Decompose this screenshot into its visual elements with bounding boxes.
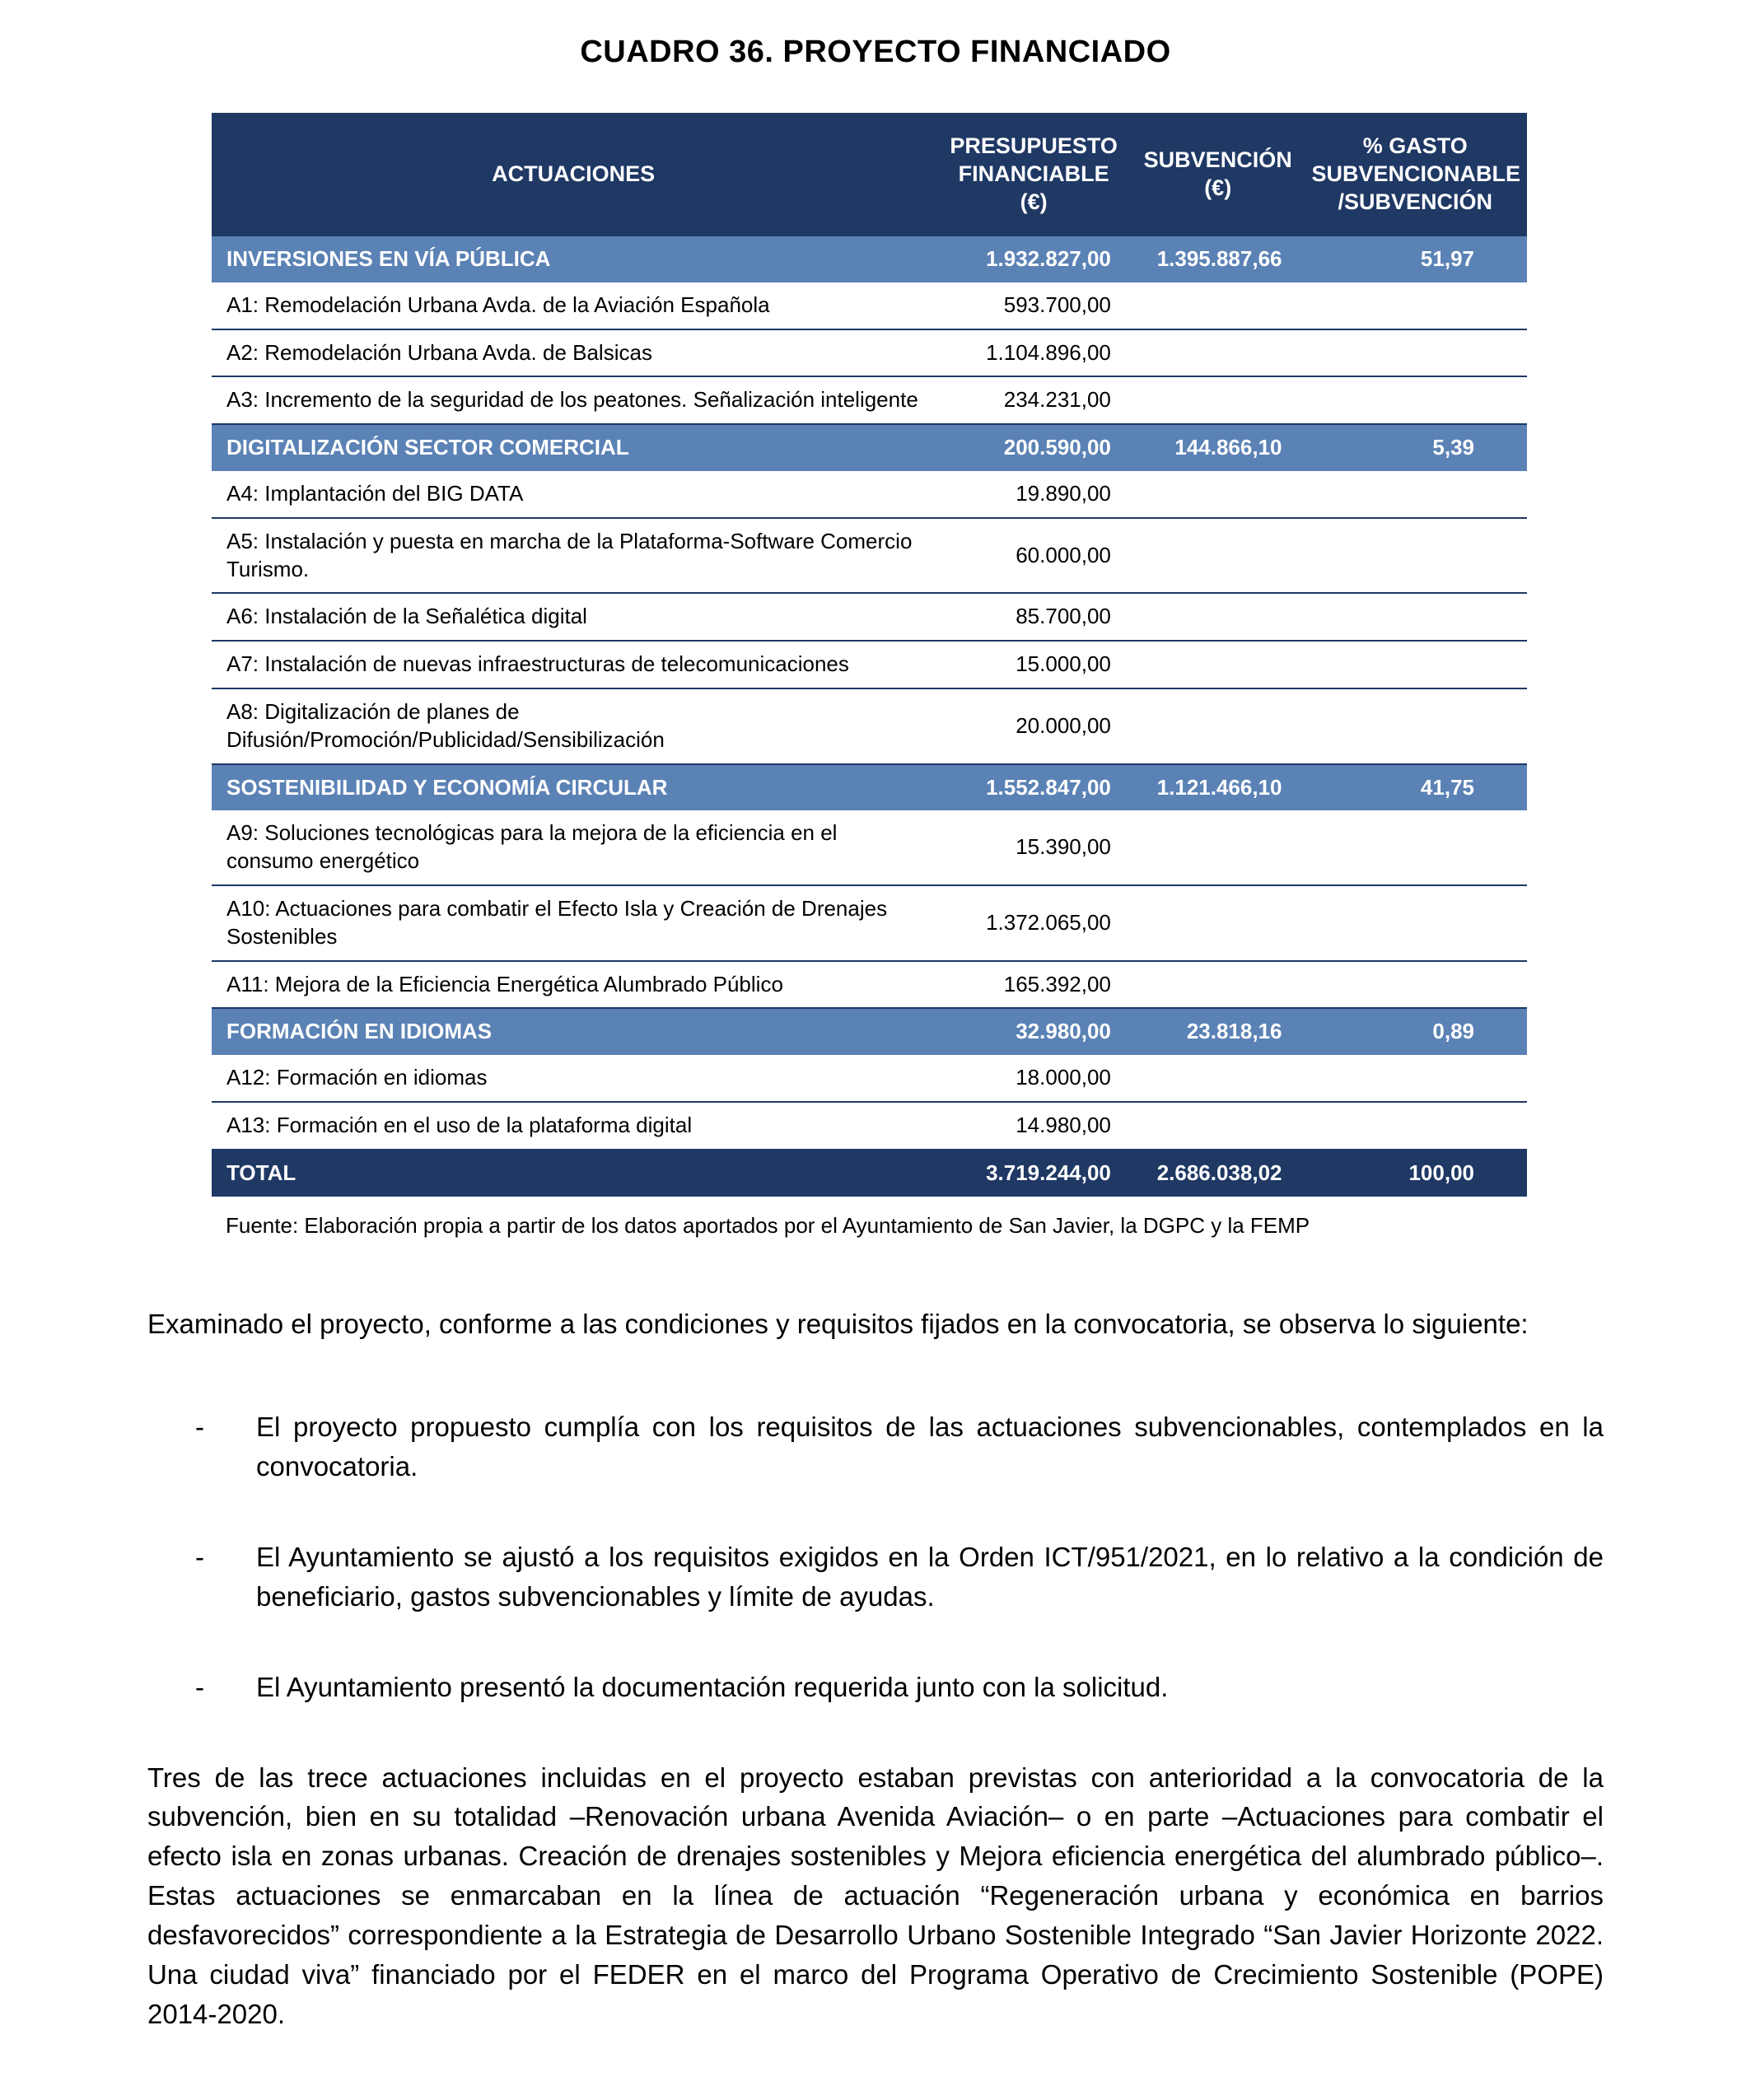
list-item (195, 1668, 1604, 1707)
cell-presupuesto: 3.719.244,00 (935, 1150, 1132, 1197)
table-row-section (212, 1008, 1527, 1055)
cell-pct (1304, 688, 1528, 764)
cell-pct (1304, 471, 1528, 518)
cell-actuacion: SOSTENIBILIDAD Y ECONOMÍA CIRCULAR (212, 764, 935, 811)
cell-subvencion (1132, 961, 1304, 1009)
cell-presupuesto: 1.552.847,00 (935, 764, 1132, 811)
bullet-text: El proyecto propuesto cumplía con los requisitos de las actuaciones subvencionables, contemplados en la convocatoria. (256, 1412, 1604, 1482)
cell-presupuesto: 234.231,00 (935, 376, 1132, 424)
cell-presupuesto: 18.000,00 (935, 1055, 1132, 1102)
table-row (212, 376, 1527, 424)
paragraph-intro: Examinado el proyecto, conforme a las condiciones y requisitos fijados en la convocatoria, se observa lo siguiente: (147, 1308, 1529, 1339)
cell-pct (1304, 518, 1528, 594)
cell-actuacion: A9: Soluciones tecnológicas para la mejora de la eficiencia en el consumo energético (212, 810, 935, 885)
list-item (195, 1538, 1604, 1617)
cell-subvencion (1132, 376, 1304, 424)
cell-presupuesto: 1.372.065,00 (935, 885, 1132, 961)
cell-subvencion (1132, 641, 1304, 688)
table-row (212, 688, 1527, 764)
cell-presupuesto: 60.000,00 (935, 518, 1132, 594)
bullet-list (195, 1407, 1604, 1706)
cell-actuacion: INVERSIONES EN VÍA PÚBLICA (212, 236, 935, 282)
cell-subvencion (1132, 518, 1304, 594)
table-row (212, 471, 1527, 518)
cell-subvencion (1132, 1055, 1304, 1102)
cell-pct (1304, 1055, 1528, 1102)
table-row (212, 810, 1527, 885)
table-row (212, 329, 1527, 377)
cell-pct (1304, 282, 1528, 329)
cell-actuacion: A11: Mejora de la Eficiencia Energética Alumbrado Público (212, 961, 935, 1009)
cell-presupuesto: 15.000,00 (935, 641, 1132, 688)
table-row (212, 1055, 1527, 1102)
cell-presupuesto: 15.390,00 (935, 810, 1132, 885)
cell-presupuesto: 14.980,00 (935, 1102, 1132, 1150)
cell-pct (1304, 1102, 1528, 1150)
bullet-text: El Ayuntamiento presentó la documentación requerida junto con la solicitud. (256, 1671, 1169, 1702)
cell-pct (1304, 593, 1528, 641)
page-title: CUADRO 36. PROYECTO FINANCIADO (580, 35, 1171, 69)
header-actuaciones: ACTUACIONES (212, 113, 935, 236)
bullet-dash: - (195, 1412, 204, 1443)
bullet-dash: - (195, 1671, 204, 1702)
cell-actuacion: TOTAL (212, 1150, 935, 1197)
cell-actuacion: A3: Incremento de la seguridad de los peatones. Señalización inteligente (212, 376, 935, 424)
cell-subvencion: 1.121.466,10 (1132, 764, 1304, 811)
cell-pct (1304, 641, 1528, 688)
paragraph-closing: Tres de las trece actuaciones incluidas en el proyecto estaban previstas con anterioridad a la convocatoria de la subvención, bien en su totalidad –Renovación urbana Avenida Aviación– o en parte –Actuaciones para combatir el efecto isla en zonas urbanas. Creación de drenajes sostenibles y Mejora eficiencia energética del alumbrado público–. Estas actuaciones se enmarcaban en la línea de actuación “Regeneración urbana y económica en barrios desfavorecidos” correspondiente a la Estrategia de Desarrollo Urbano Sostenible Integrado “San Javier Horizonte 2022. Una ciudad viva” financiado por el FEDER en el marco del Programa Operativo de Crecimiento Sostenible (POPE) 2014-2020. (147, 1762, 1604, 2029)
cell-pct: 41,75 (1304, 764, 1528, 811)
cell-actuacion: A5: Instalación y puesta en marcha de la Plataforma-Software Comercio Turismo. (212, 518, 935, 594)
cell-pct: 5,39 (1304, 424, 1528, 471)
table-row (212, 641, 1527, 688)
cell-presupuesto: 19.890,00 (935, 471, 1132, 518)
table-row (212, 1102, 1527, 1150)
table-row (212, 282, 1527, 329)
list-item (195, 1407, 1604, 1486)
cell-actuacion: A7: Instalación de nuevas infraestructuras de telecomunicaciones (212, 641, 935, 688)
cell-presupuesto: 165.392,00 (935, 961, 1132, 1009)
cell-presupuesto: 593.700,00 (935, 282, 1132, 329)
cell-actuacion: A4: Implantación del BIG DATA (212, 471, 935, 518)
cell-subvencion (1132, 688, 1304, 764)
cell-actuacion: DIGITALIZACIÓN SECTOR COMERCIAL (212, 424, 935, 471)
cell-pct (1304, 810, 1528, 885)
cell-subvencion: 144.866,10 (1132, 424, 1304, 471)
source-note: Fuente: Elaboración propia a partir de los datos aportados por el Ayuntamiento de San Javier, la DGPC y la FEMP (226, 1212, 1310, 1238)
cell-actuacion: A6: Instalación de la Señalética digital (212, 593, 935, 641)
cell-subvencion: 1.395.887,66 (1132, 236, 1304, 282)
cell-actuacion: A12: Formación en idiomas (212, 1055, 935, 1102)
cell-actuacion: A13: Formación en el uso de la plataforma digital (212, 1102, 935, 1150)
cell-actuacion: A8: Digitalización de planes de Difusión/Promoción/Publicidad/Sensibilización (212, 688, 935, 764)
cell-actuacion: FORMACIÓN EN IDIOMAS (212, 1008, 935, 1055)
table-row-section (212, 424, 1527, 471)
cell-subvencion (1132, 282, 1304, 329)
bullet-text: El Ayuntamiento se ajustó a los requisitos exigidos en la Orden ICT/951/2021, en lo relativo a la condición de beneficiario, gastos subvencionables y límite de ayudas. (256, 1542, 1604, 1612)
cell-actuacion: A2: Remodelación Urbana Avda. de Balsicas (212, 329, 935, 377)
cell-subvencion (1132, 1102, 1304, 1150)
cell-subvencion (1132, 329, 1304, 377)
cell-pct (1304, 885, 1528, 961)
cell-subvencion (1132, 593, 1304, 641)
bullet-dash: - (195, 1542, 204, 1573)
cell-pct (1304, 376, 1528, 424)
header-subvencion: SUBVENCIÓN (€) (1132, 113, 1304, 236)
cell-subvencion: 2.686.038,02 (1132, 1150, 1304, 1197)
cell-presupuesto: 1.932.827,00 (935, 236, 1132, 282)
table-header-row (212, 113, 1527, 236)
table-row (212, 961, 1527, 1009)
financed-project-table (212, 113, 1527, 1197)
table-row-section (212, 236, 1527, 282)
cell-presupuesto: 200.590,00 (935, 424, 1132, 471)
cell-pct (1304, 329, 1528, 377)
table-row-section (212, 764, 1527, 811)
table-row (212, 885, 1527, 961)
cell-presupuesto: 20.000,00 (935, 688, 1132, 764)
cell-presupuesto: 32.980,00 (935, 1008, 1132, 1055)
cell-subvencion (1132, 810, 1304, 885)
table-row-total (212, 1150, 1527, 1197)
cell-pct: 100,00 (1304, 1150, 1528, 1197)
cell-subvencion (1132, 471, 1304, 518)
header-pct-gasto-subvencionable: % GASTO SUBVENCIONABLE /SUBVENCIÓN (1304, 113, 1528, 236)
cell-pct (1304, 961, 1528, 1009)
cell-subvencion: 23.818,16 (1132, 1008, 1304, 1055)
cell-pct: 51,97 (1304, 236, 1528, 282)
cell-actuacion: A10: Actuaciones para combatir el Efecto Isla y Creación de Drenajes Sostenibles (212, 885, 935, 961)
header-presupuesto-financiable: PRESUPUESTO FINANCIABLE (€) (935, 113, 1132, 236)
cell-presupuesto: 1.104.896,00 (935, 329, 1132, 377)
table-row (212, 593, 1527, 641)
cell-presupuesto: 85.700,00 (935, 593, 1132, 641)
cell-pct: 0,89 (1304, 1008, 1528, 1055)
table-row (212, 518, 1527, 594)
cell-actuacion: A1: Remodelación Urbana Avda. de la Aviación Española (212, 282, 935, 329)
cell-subvencion (1132, 885, 1304, 961)
